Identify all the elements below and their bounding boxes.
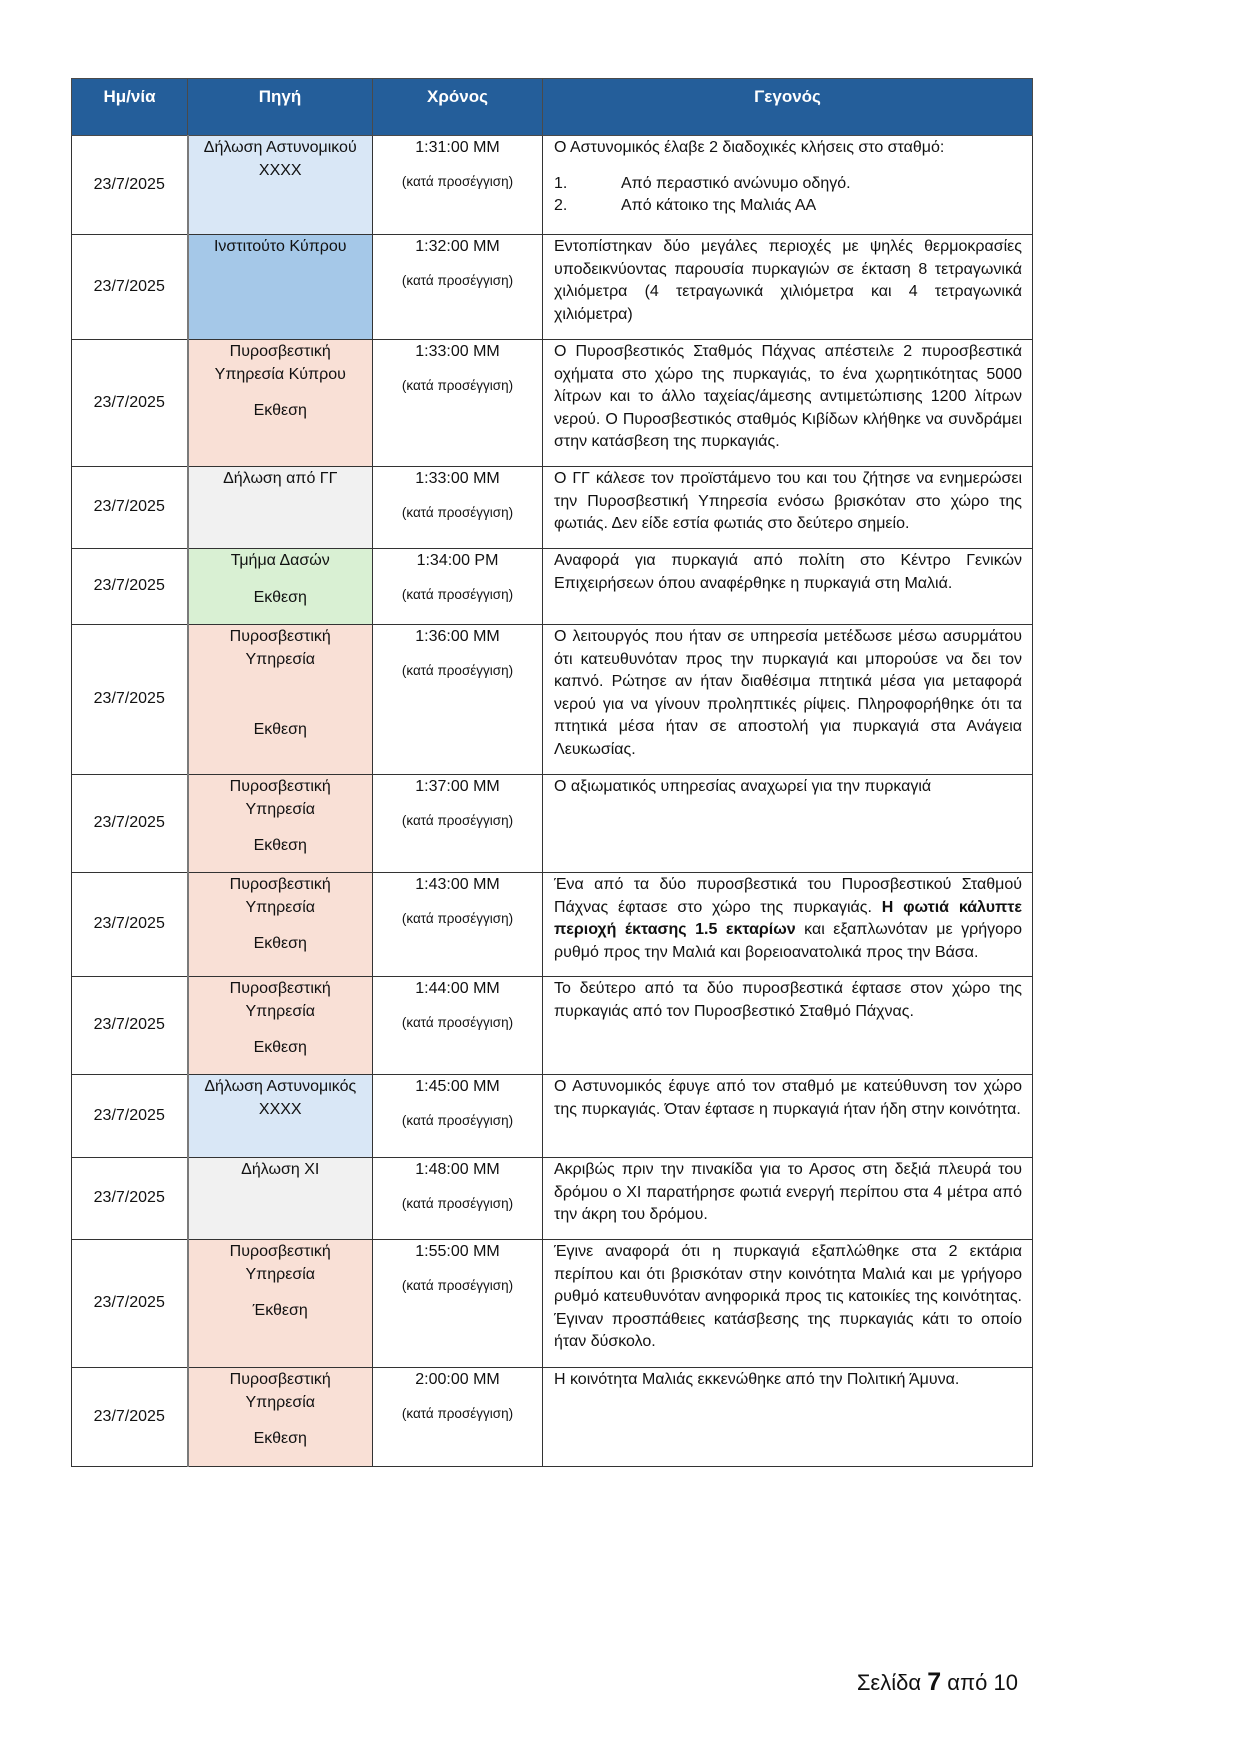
cell-date: 23/7/2025 — [72, 340, 188, 467]
table-row — [72, 1240, 1033, 1368]
table-row — [72, 467, 1033, 549]
cell-date: 23/7/2025 — [72, 136, 188, 235]
time-approx-label: (κατά προσέγγιση) — [401, 1112, 514, 1128]
cell-time — [373, 136, 543, 235]
cell-date: 23/7/2025 — [72, 1075, 188, 1158]
time-value: 1:34:00 PM — [416, 552, 499, 569]
time-approx-label: (κατά προσέγγιση) — [401, 1195, 514, 1211]
source-report-note: Εκθεση — [253, 837, 307, 854]
time-value: 1:55:00 ΜΜ — [415, 1243, 500, 1260]
table-row — [72, 1158, 1033, 1240]
source-line: Πυροσβεστική — [229, 1243, 331, 1260]
time-value: 1:44:00 ΜΜ — [415, 980, 500, 997]
cell-source — [188, 235, 373, 340]
cell-time — [373, 977, 543, 1075]
table-row — [72, 136, 1033, 235]
cell-date: 23/7/2025 — [72, 1240, 188, 1368]
event-text: Η κοινότητα Μαλιάς εκκενώθηκε από την Πολιτική Άμυνα. — [554, 1371, 960, 1388]
cell-source — [188, 340, 373, 467]
table-row — [72, 235, 1033, 340]
source-line: Υπηρεσία — [245, 1265, 316, 1283]
cell-time — [373, 775, 543, 873]
source-report-note: Εκθεση — [253, 1430, 307, 1447]
cell-date: 23/7/2025 — [72, 873, 188, 977]
cell-time — [373, 1368, 543, 1467]
header-source: Πηγή — [188, 79, 373, 136]
cell-event — [543, 1368, 1033, 1467]
source-line: Υπηρεσία — [245, 898, 316, 916]
cell-time — [373, 467, 543, 549]
cell-date: 23/7/2025 — [72, 1158, 188, 1240]
cell-event — [543, 340, 1033, 467]
event-text: Ο λειτουργός που ήταν σε υπηρεσία μετέδωσε μέσω ασυρμάτου ότι κατευθυνόταν προς την πυρκαγιά και μπορούσε να δει τον καπνό. Ρώτησε αν ήταν διαθέσιμα πτητικά μέσα για μεταφορά νερού για να γίνουν προληπτικές ρίψεις. Πληροφορήθηκε ότι τα πτητικά μέσα ήταν σε αποστολή για πυρκαγιά στα Ανάγεια Λευκωσίας. — [554, 628, 1022, 758]
page-footer — [857, 1668, 1018, 1697]
event-text: Ο ΓΓ κάλεσε τον προϊστάμενο του και του ζήτησε να ενημερώσει την Πυροσβεστική Υπηρεσία ενόσω βρισκόταν στο χώρο της φωτιάς. Δεν είδε εστία φωτιάς στο δεύτερο σημείο. — [554, 470, 1022, 532]
cell-date: 23/7/2025 — [72, 235, 188, 340]
source-line: Υπηρεσία — [245, 650, 316, 668]
time-value: 1:45:00 ΜΜ — [415, 1078, 500, 1095]
event-text: Ο αξιωματικός υπηρεσίας αναχωρεί για την πυρκαγιά — [554, 778, 932, 795]
cell-time — [373, 1240, 543, 1368]
event-text: Το δεύτερο από τα δύο πυροσβεστικά έφτασε στον χώρο της πυρκαγιάς από τον Πυροσβεστικό Σταθμό Πάχνας. — [554, 980, 1022, 1020]
table-row — [72, 340, 1033, 467]
source-line: Υπηρεσία — [245, 800, 316, 818]
time-approx-label: (κατά προσέγγιση) — [401, 504, 514, 520]
cell-time — [373, 1158, 543, 1240]
cell-source — [188, 136, 373, 235]
header-event: Γεγονός — [543, 79, 1033, 136]
cell-event — [543, 977, 1033, 1075]
cell-source — [188, 873, 373, 977]
source-line: Πυροσβεστική — [229, 343, 331, 360]
cell-date: 23/7/2025 — [72, 625, 188, 775]
event-text: Ο Αστυνομικός έφυγε από τον σταθμό με κατεύθυνση τον χώρο της πυρκαγιάς. Όταν έφτασε η πυρκαγιά ήταν ήδη στην κοινότητα. — [554, 1078, 1022, 1118]
cell-date: 23/7/2025 — [72, 549, 188, 625]
time-value: 2:00:00 ΜΜ — [415, 1371, 500, 1388]
cell-time — [373, 873, 543, 977]
cell-source — [188, 625, 373, 775]
time-approx-label: (κατά προσέγγιση) — [401, 1405, 514, 1421]
source-line: ΧΧΧΧ — [258, 161, 302, 179]
page-total: 10 — [993, 1670, 1018, 1695]
event-list-item — [554, 173, 1022, 195]
cell-source — [188, 1158, 373, 1240]
cell-event — [543, 1158, 1033, 1240]
source-line: Πυροσβεστική — [229, 628, 331, 645]
source-line: Υπηρεσία — [245, 1393, 316, 1411]
event-text: Ο Αστυνομικός έλαβε 2 διαδοχικές κλήσεις στο σταθμό: — [554, 139, 945, 156]
event-list-item — [554, 195, 1022, 217]
time-value: 1:33:00 ΜΜ — [415, 343, 500, 360]
source-report-note: Εκθεση — [253, 721, 307, 738]
source-report-note: Έκθεση — [252, 1302, 308, 1319]
list-text: Από κάτοικο της Μαλιάς ΑΑ — [621, 196, 817, 214]
cell-event — [543, 873, 1033, 977]
time-value: 1:31:00 ΜΜ — [415, 139, 500, 156]
cell-date: 23/7/2025 — [72, 467, 188, 549]
event-text: Έγινε αναφορά ότι η πυρκαγιά εξαπλώθηκε στα 2 εκτάρια περίπου και ότι βρισκόταν στην κοινότητα Μαλιά και με γρήγορο ρυθμό κατευθυνόταν ανηφορικά προς τις κατοικίες της κοινότητας. Έγιναν προσπάθειες κατάσβεσης της πυρκαγιάς κάτι το οποίο ήταν δύσκολο. — [554, 1243, 1022, 1350]
source-line: Δήλωση ΧΙ — [241, 1161, 320, 1178]
source-line: Δήλωση από ΓΓ — [223, 470, 338, 487]
event-text-segment: Ένα από τα δύο πυροσβεστικά του Πυροσβεστικού Σταθμού Πάχνας έφτασε στο χώρο της πυρκαγιάς. — [554, 876, 1022, 916]
cell-event — [543, 549, 1033, 625]
table-row — [72, 625, 1033, 775]
time-approx-label: (κατά προσέγγιση) — [401, 812, 514, 828]
cell-date: 23/7/2025 — [72, 1368, 188, 1467]
event-text: Ο Πυροσβεστικός Σταθμός Πάχνας απέστειλε 2 πυροσβεστικά οχήματα στο χώρο της πυρκαγιάς, το ένα χωρητικότητας 5000 λίτρων και το άλλο ταχείας/άμεσης αντιμετώπισης 1200 λίτρων νερού. Ο Πυροσβεστικός σταθμός Κιβίδων κλήθηκε να συνδράμει στην κατάσβεση της πυρκαγιάς. — [554, 343, 1022, 450]
table-row — [72, 977, 1033, 1075]
cell-time — [373, 1075, 543, 1158]
list-number: 2. — [554, 196, 568, 214]
cell-source — [188, 1368, 373, 1467]
list-number: 1. — [554, 174, 568, 192]
cell-time — [373, 235, 543, 340]
time-value: 1:33:00 ΜΜ — [415, 470, 500, 487]
time-approx-label: (κατά προσέγγιση) — [401, 1014, 514, 1030]
cell-source — [188, 775, 373, 873]
time-value: 1:37:00 ΜΜ — [415, 778, 500, 795]
time-approx-label: (κατά προσέγγιση) — [401, 1277, 514, 1293]
time-approx-label: (κατά προσέγγιση) — [401, 662, 514, 678]
source-report-note: Εκθεση — [253, 1039, 307, 1056]
event-text-emphasis: Η φωτιά κάλυπτε περιοχή έκτασης 1.5 εκταρίων — [554, 898, 1022, 938]
cell-source — [188, 467, 373, 549]
cell-event — [543, 235, 1033, 340]
event-text — [554, 874, 1022, 964]
event-list — [554, 173, 1022, 217]
time-value: 1:36:00 ΜΜ — [415, 628, 500, 645]
source-line: ΧΧΧΧ — [258, 1100, 302, 1118]
time-approx-label: (κατά προσέγγιση) — [401, 910, 514, 926]
table-row — [72, 549, 1033, 625]
cell-event — [543, 625, 1033, 775]
cell-time — [373, 340, 543, 467]
source-line: Πυροσβεστική — [229, 778, 331, 795]
cell-date: 23/7/2025 — [72, 775, 188, 873]
source-report-note: Εκθεση — [253, 402, 307, 419]
page-separator: από — [947, 1670, 988, 1695]
time-value: 1:48:00 ΜΜ — [415, 1161, 500, 1178]
source-line: Δήλωση Αστυνομικός — [204, 1078, 357, 1095]
source-line: Πυροσβεστική — [229, 980, 331, 997]
time-approx-label: (κατά προσέγγιση) — [401, 272, 514, 288]
page-prefix: Σελίδα — [856, 1670, 922, 1695]
table-row — [72, 1368, 1033, 1467]
cell-event — [543, 1240, 1033, 1368]
source-line: Υπηρεσία — [245, 1002, 316, 1020]
cell-event — [543, 136, 1033, 235]
list-text: Από περαστικό ανώνυμο οδηγό. — [621, 174, 851, 192]
source-report-note: Εκθεση — [253, 935, 307, 952]
cell-event — [543, 1075, 1033, 1158]
cell-source — [188, 1240, 373, 1368]
cell-source — [188, 977, 373, 1075]
cell-time — [373, 625, 543, 775]
header-time: Χρόνος — [373, 79, 543, 136]
event-text: Εντοπίστηκαν δύο μεγάλες περιοχές με ψηλές θερμοκρασίες υποδεικνύοντας παρουσία πυρκαγιών σε έκταση 8 τετραγωνικά χιλιόμετρα (4 τετραγωνικά χιλιόμετρα και 4 τετραγωνικά χιλιόμετρα) — [554, 238, 1022, 323]
cell-event — [543, 467, 1033, 549]
source-line: Ινστιτούτο Κύπρου — [213, 238, 347, 255]
event-text: Ακριβώς πριν την πινακίδα για το Αρσος στη δεξιά πλευρά του δρόμου ο ΧΙ παρατήρησε φωτιά ενεργή περίπου στα 4 μέτρα από την άκρη του δρόμου. — [554, 1161, 1022, 1223]
source-line: Πυροσβεστική — [229, 876, 331, 893]
time-approx-label: (κατά προσέγγιση) — [401, 173, 514, 189]
source-report-note: Εκθεση — [253, 588, 307, 606]
table-row — [72, 1075, 1033, 1158]
table-header-row — [72, 79, 1033, 136]
table-row — [72, 775, 1033, 873]
page-number: 7 — [927, 1668, 942, 1696]
cell-event — [543, 775, 1033, 873]
header-date: Ημ/νία — [72, 79, 188, 136]
time-value: 1:32:00 ΜΜ — [415, 238, 500, 255]
source-line: Δήλωση Αστυνομικού — [203, 139, 357, 156]
time-approx-label: (κατά προσέγγιση) — [401, 377, 514, 393]
source-line: Τμήμα Δασών — [230, 552, 330, 569]
cell-source — [188, 1075, 373, 1158]
time-value: 1:43:00 ΜΜ — [415, 876, 500, 893]
source-line: Υπηρεσία Κύπρου — [214, 365, 346, 383]
cell-source — [188, 549, 373, 625]
table-row — [72, 873, 1033, 977]
cell-date: 23/7/2025 — [72, 977, 188, 1075]
time-approx-label: (κατά προσέγγιση) — [401, 586, 514, 602]
source-line: Πυροσβεστική — [229, 1371, 331, 1388]
cell-time — [373, 549, 543, 625]
incident-timeline-table — [71, 78, 1033, 1467]
event-text: Αναφορά για πυρκαγιά από πολίτη στο Κέντρο Γενικών Επιχειρήσεων όπου αναφέρθηκε η πυρκαγιά στη Μαλιά. — [554, 552, 1022, 592]
event-text-segment: και εξαπλωνόταν με γρήγορο ρυθμό προς την Μαλιά και βορειοανατολικά προς την Βάσα. — [554, 921, 1023, 961]
